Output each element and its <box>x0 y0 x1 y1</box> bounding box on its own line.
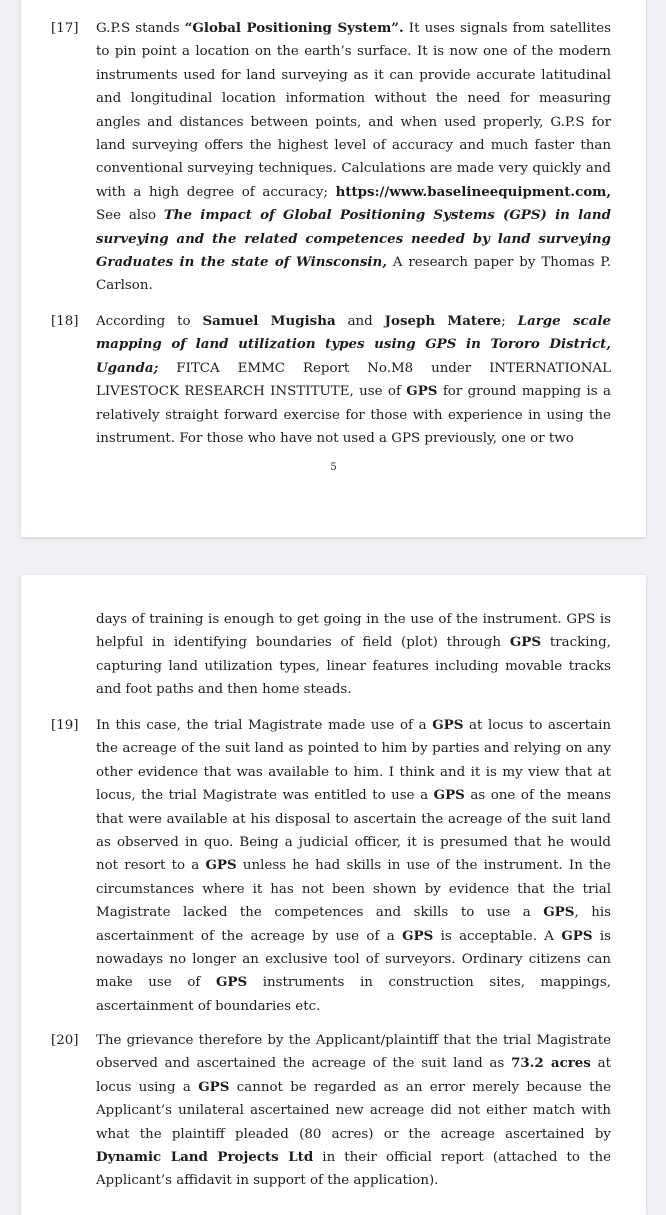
cited-paper-title: The impact of Global Positioning Systems (GPS) in land surveying and the related competences needed by land surveying Graduates in the state of Winsconsin, <box>96 207 611 271</box>
paragraph-body: G.P.S stands “Global Positioning System”. It uses signals from satellites to pin point a location on the earth’s surface. It is now one of the modern instruments used for land surveying as it can provide accurate latitudinal and longitudinal location information without the need for measuring angles and distances between points, and when used properly, G.P.S for land surveying offers the highest level of accuracy and much faster than conventional surveying techniques. Calculations are made very quickly and with a high degree of accuracy; https://www.baselineequipment.com, See also The impact of Global Positioning Systems (GPS) in land surveying and the related competences needed by land surveying Graduates in the state of Winsconsin, A research paper by Thomas P. Carlson. <box>96 20 611 294</box>
bold-text: GPS <box>509 634 542 651</box>
document-page-6 <box>21 575 646 1215</box>
paragraph-19 <box>51 714 611 1018</box>
bold-text: “Global Positioning System”. <box>184 20 404 36</box>
author-name: Samuel Mugisha <box>202 313 336 329</box>
cited-report-title: Large scale mapping of land utilization types using GPS in Tororo District, Uganda; <box>96 313 611 376</box>
document-page-5 <box>21 0 646 537</box>
paragraph-number: [18] <box>51 314 79 329</box>
bold-text: GPS <box>406 383 438 400</box>
bold-text: GPS <box>432 717 464 733</box>
paragraph-17 <box>51 17 611 298</box>
paragraph-body: In this case, the trial Magistrate made use of a GPS at locus to ascertain the acreage of the suit land as pointed to him by parties and relying on any other evidence that was available to him. I think and it is my view that at locus, the trial Magistrate was entitled to use a GPS as one of the means that were available at his disposal to ascertain the acreage of the suit land as observed in quo. Being a judicial officer, it is presumed that he would not resort to a GPS unless he had skills in use of the instrument. In the circumstances where it has not been shown by evidence that the trial Magistrate lacked the competences and skills to use a GPS, his ascertainment of the acreage by use of a GPS is acceptable. A GPS is nowadays no longer an exclusive tool of surveyors. Ordinary citizens can make use of GPS instruments in construction sites, mappings, ascertainment of boundaries etc. <box>96 717 611 1014</box>
paragraph-number: [17] <box>51 21 79 36</box>
bold-text: GPS <box>402 927 434 944</box>
bold-text: GPS <box>561 927 593 944</box>
paragraph-body: According to Samuel Mugisha and Joseph Matere; Large scale mapping of land utilization types using GPS in Tororo District, Uganda; FITCA EMMC Report No.M8 under INTERNATIONAL LIVESTOCK RESEARCH INSTITUTE, use of GPS for ground mapping is a relatively straight forward exercise for those with experience in using the instrument. For those who have not used a GPS previously, one or two <box>96 313 611 447</box>
company-name: Dynamic Land Projects Ltd <box>96 1149 314 1166</box>
paragraph-number: [20] <box>51 1033 79 1048</box>
paragraph-18 <box>51 310 611 450</box>
page-number: 5 <box>330 462 337 473</box>
paragraph-20 <box>51 1029 611 1193</box>
paragraph-body: The grievance therefore by the Applicant/plaintiff that the trial Magistrate observed and ascertained the acreage of the suit land as 73.2 acres at locus using a GPS cannot be regarded as an error merely because the Applicant’s unilateral ascertained new acreage did not either match with what the plaintiff pleaded (80 acres) or the acreage ascertained by Dynamic Land Projects Ltd in their official report (attached to the Applicant’s affidavit in support of the application). <box>96 1033 612 1189</box>
bold-text: GPS <box>433 787 465 804</box>
author-name: Joseph Matere <box>384 313 502 329</box>
paragraph-number: [19] <box>51 718 79 733</box>
paragraph-body: days of training is enough to get going in the use of the instrument. GPS is helpful in identifying boundaries of field (plot) through GPS tracking, capturing land utilization types, linear features including movable tracks and foot paths and then home steads. <box>96 612 611 698</box>
bold-text: GPS <box>205 857 237 874</box>
paragraph-continuation <box>51 608 611 702</box>
bold-text: GPS <box>215 974 248 991</box>
website-link[interactable]: https://www.baselineequipment.com, <box>335 183 611 200</box>
bold-text: 73.2 acres <box>511 1055 591 1072</box>
bold-text: GPS <box>543 904 575 921</box>
bold-text: GPS <box>198 1078 230 1095</box>
